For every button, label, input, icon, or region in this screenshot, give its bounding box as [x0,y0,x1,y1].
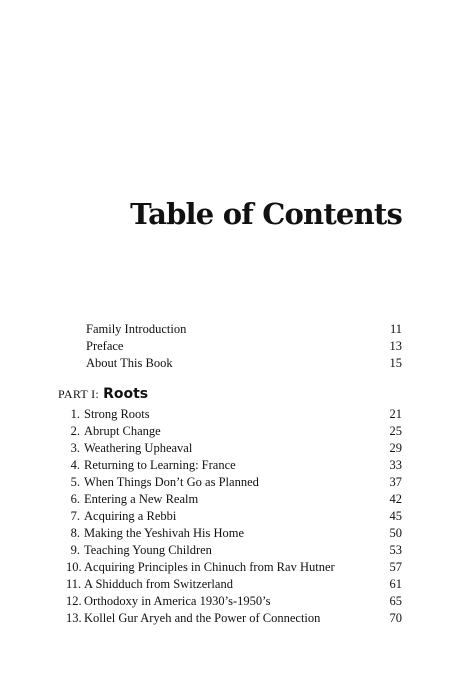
entry-page-number: 11 [389,322,402,336]
chapter-entry[interactable] [66,576,402,593]
chapter-number: 7. [70,509,80,523]
chapter-entry[interactable] [66,406,402,423]
chapter-title: Acquiring a Rebbi [84,509,177,523]
chapter-page-number: 61 [389,577,402,591]
chapter-number: 3. [70,441,80,455]
entry-label: Family Introduction [86,322,187,336]
chapter-page-number: 21 [389,407,402,421]
chapter-entry[interactable] [66,508,402,525]
toc-entry[interactable] [86,338,402,355]
chapter-title: Acquiring Principles in Chinuch from Rav Hutner [84,560,335,574]
chapter-number: 6. [70,492,80,506]
chapter-number: 9. [70,543,80,557]
chapter-number: 2. [70,424,80,438]
chapter-title: Weathering Upheaval [84,441,193,455]
chapter-title: A Shidduch from Switzerland [84,577,233,591]
chapter-page-number: 29 [389,441,402,455]
chapter-page-number: 70 [389,611,402,625]
page-title: Table of Contents [130,197,402,231]
chapter-number: 10. [66,560,82,574]
chapter-number: 8. [70,526,80,540]
chapter-entry[interactable] [66,491,402,508]
chapter-entry[interactable] [66,457,402,474]
chapter-title: Teaching Young Children [84,543,212,557]
chapter-title: Making the Yeshivah His Home [84,526,245,540]
entry-page-number: 13 [389,339,402,353]
chapter-title: Strong Roots [84,407,150,421]
part-label: PART I: [58,387,100,401]
chapter-page-number: 33 [389,458,402,472]
chapter-entry[interactable] [66,440,402,457]
entry-label: Preface [86,339,124,353]
chapter-title: Returning to Learning: France [84,458,236,472]
chapter-list [66,406,402,627]
entry-page-number: 15 [389,356,402,370]
chapter-number: 1. [70,407,80,421]
chapter-title: Entering a New Realm [84,492,199,506]
toc-entry[interactable] [86,355,402,372]
chapter-entry[interactable] [66,542,402,559]
chapter-page-number: 42 [389,492,402,506]
part-name: Roots [103,386,149,402]
chapter-entry[interactable] [66,525,402,542]
chapter-entry[interactable] [66,474,402,491]
chapter-title: When Things Don’t Go as Planned [84,475,259,489]
chapter-page-number: 25 [389,424,402,438]
chapter-number: 4. [70,458,80,472]
chapter-page-number: 53 [389,543,402,557]
chapter-number: 5. [70,475,80,489]
chapter-entry[interactable] [66,593,402,610]
chapter-title: Abrupt Change [84,424,161,438]
part-heading [58,384,148,404]
chapter-title: Kollel Gur Aryeh and the Power of Connection [84,611,321,625]
chapter-entry[interactable] [66,559,402,576]
front-matter-list [86,321,402,372]
chapter-page-number: 37 [389,475,402,489]
chapter-page-number: 65 [389,594,402,608]
chapter-entry[interactable] [66,423,402,440]
toc-entry[interactable] [86,321,402,338]
chapter-page-number: 45 [389,509,402,523]
chapter-number: 13. [66,611,82,625]
chapter-page-number: 57 [389,560,402,574]
chapter-entry[interactable] [66,610,402,627]
chapter-number: 12. [66,594,82,608]
chapter-title: Orthodoxy in America 1930’s-1950’s [84,594,271,608]
chapter-number: 11. [66,577,82,591]
entry-label: About This Book [86,356,173,370]
chapter-page-number: 50 [389,526,402,540]
